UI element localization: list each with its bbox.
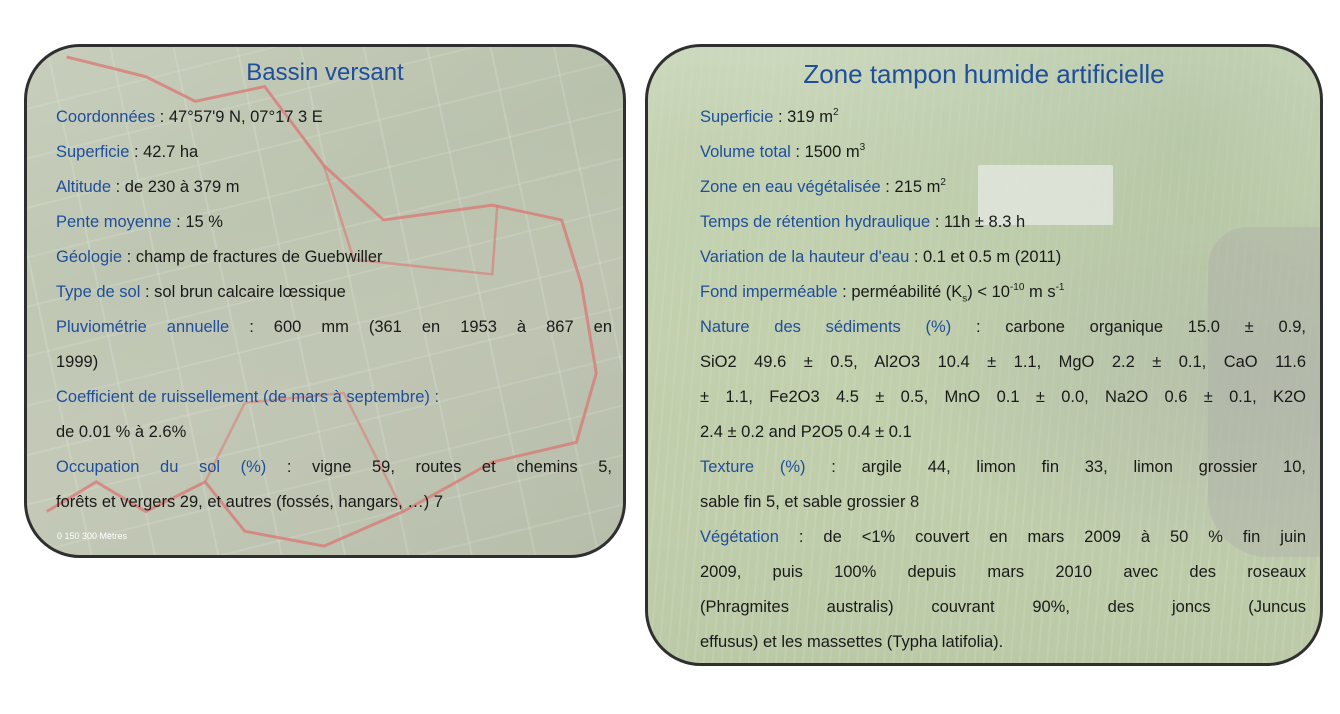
vegetation-value-3: (Phragmites australis) couvrant 90%, des joncs (Juncus	[700, 598, 1306, 616]
zone-info-list	[700, 100, 1306, 660]
geology-label: Géologie	[56, 248, 123, 266]
rainfall-row-cont	[56, 345, 612, 380]
water-zone-value: : 215 m	[880, 178, 941, 196]
vegetation-value-2: 2009, puis 100% depuis mars 2010 avec des roseaux	[700, 563, 1306, 581]
texture-value-1: : argile 44, limon fin 33, limon grossier 10,	[831, 458, 1306, 476]
water-zone-label: Zone en eau végétalisée	[700, 178, 881, 196]
sediments-row-3	[700, 380, 1306, 415]
runoff-value-row	[56, 415, 612, 450]
retention-label: Temps de rétention hydraulique	[700, 213, 931, 231]
retention-row	[700, 205, 1306, 240]
bottom-value-a: : perméabilité (K	[837, 283, 963, 301]
zone-area-label: Superficie	[700, 108, 774, 126]
coordinates-row	[56, 100, 612, 135]
retention-value: : 11h ± 8.3 h	[930, 213, 1026, 231]
area-row	[56, 135, 612, 170]
vegetation-label: Végétation	[700, 528, 779, 546]
map-scale-bar: 0 150 300 Mètres	[57, 531, 128, 541]
bottom-sub: s	[962, 293, 968, 305]
altitude-row	[56, 170, 612, 205]
altitude-label: Altitude	[56, 178, 112, 196]
bassin-info-list	[56, 100, 612, 520]
vegetation-row-2	[700, 555, 1306, 590]
sediments-row-4	[700, 415, 1306, 450]
runoff-row	[56, 380, 612, 415]
sediments-row-2	[700, 345, 1306, 380]
water-level-value: : 0.1 et 0.5 m (2011)	[909, 248, 1062, 266]
bottom-label: Fond imperméable	[700, 283, 838, 301]
slope-value: : 15 %	[171, 213, 223, 231]
zone-area-value: : 319 m	[773, 108, 833, 126]
water-zone-row	[700, 170, 1306, 205]
bottom-exp-1: -10	[1009, 281, 1025, 293]
vegetation-row-3	[700, 590, 1306, 625]
vegetation-value-1: : de <1% couvert en mars 2009 à 50 % fin juin	[798, 528, 1306, 546]
land-use-value-cont: forêts et vergers 29, et autres (fossés, hangars, …) 7	[56, 493, 444, 511]
vegetation-row-4	[700, 625, 1306, 660]
sediments-value-1: : carbone organique 15.0 ± 0.9,	[975, 318, 1306, 336]
land-use-value: : vigne 59, routes et chemins 5,	[266, 458, 612, 476]
volume-value: : 1500 m	[790, 143, 860, 161]
water-zone-unit-exp: 2	[940, 176, 946, 188]
sediments-value-4: 2.4 ± 0.2 and P2O5 0.4 ± 0.1	[700, 423, 912, 441]
volume-label: Volume total	[700, 143, 791, 161]
zone-area-unit-exp: 2	[833, 106, 839, 118]
sediments-value-3: ± 1.1, Fe2O3 4.5 ± 0.5, MnO 0.1 ± 0.0, Na2O 0.6 ± 0.1, K2O	[700, 388, 1306, 406]
vegetation-row	[700, 520, 1306, 555]
sediments-row	[700, 310, 1306, 345]
bottom-exp-2: -1	[1055, 281, 1065, 293]
soil-type-row	[56, 275, 612, 310]
geology-value: : champ de fractures de Guebwiller	[122, 248, 383, 266]
rainfall-value-cont: 1999)	[56, 353, 99, 371]
panel-title: Zone tampon humide artificielle	[803, 59, 1165, 89]
bottom-value-c: m s	[1024, 283, 1056, 301]
bottom-value-b: ) < 10	[967, 283, 1010, 301]
vegetation-value-4: effusus) et les massettes (Typha latifolia).	[700, 633, 1004, 651]
rainfall-label: Pluviométrie annuelle	[56, 318, 230, 336]
bottom-row	[700, 275, 1306, 310]
zone-tampon-panel	[645, 44, 1323, 666]
sediments-value-2: SiO2 49.6 ± 0.5, Al2O3 10.4 ± 1.1, MgO 2.2 ± 0.1, CaO 11.6	[700, 353, 1306, 371]
panel-title: Bassin versant	[246, 59, 404, 86]
sediments-label: Nature des sédiments (%)	[700, 318, 952, 336]
area-value: : 42.7 ha	[129, 143, 199, 161]
area-label: Superficie	[56, 143, 130, 161]
slope-label: Pente moyenne	[56, 213, 172, 231]
zone-area-row	[700, 100, 1306, 135]
coordinates-value: : 47°57'9 N, 07°17 3 E	[155, 108, 323, 126]
bassin-versant-panel	[24, 44, 626, 558]
soil-type-value: : sol brun calcaire lœssique	[140, 283, 346, 301]
texture-row	[700, 450, 1306, 485]
texture-row-2	[700, 485, 1306, 520]
rainfall-row	[56, 310, 612, 345]
land-use-label: Occupation du sol (%)	[56, 458, 267, 476]
texture-value-2: sable fin 5, et sable grossier 8	[700, 493, 920, 511]
slope-row	[56, 205, 612, 240]
rainfall-value: : 600 mm (361 en 1953 à 867 en	[249, 318, 612, 336]
coordinates-label: Coordonnées	[56, 108, 156, 126]
runoff-label: Coefficient de ruissellement (de mars à septembre) :	[56, 388, 440, 406]
water-level-row	[700, 240, 1306, 275]
soil-type-label: Type de sol	[56, 283, 141, 301]
land-use-row-cont	[56, 485, 612, 520]
altitude-value: : de 230 à 379 m	[111, 178, 240, 196]
texture-label: Texture (%)	[700, 458, 806, 476]
geology-row	[56, 240, 612, 275]
volume-unit-exp: 3	[859, 141, 866, 153]
water-level-label: Variation de la hauteur d'eau	[700, 248, 910, 266]
volume-row	[700, 135, 1306, 170]
runoff-value: de 0.01 % à 2.6%	[56, 423, 187, 441]
land-use-row	[56, 450, 612, 485]
